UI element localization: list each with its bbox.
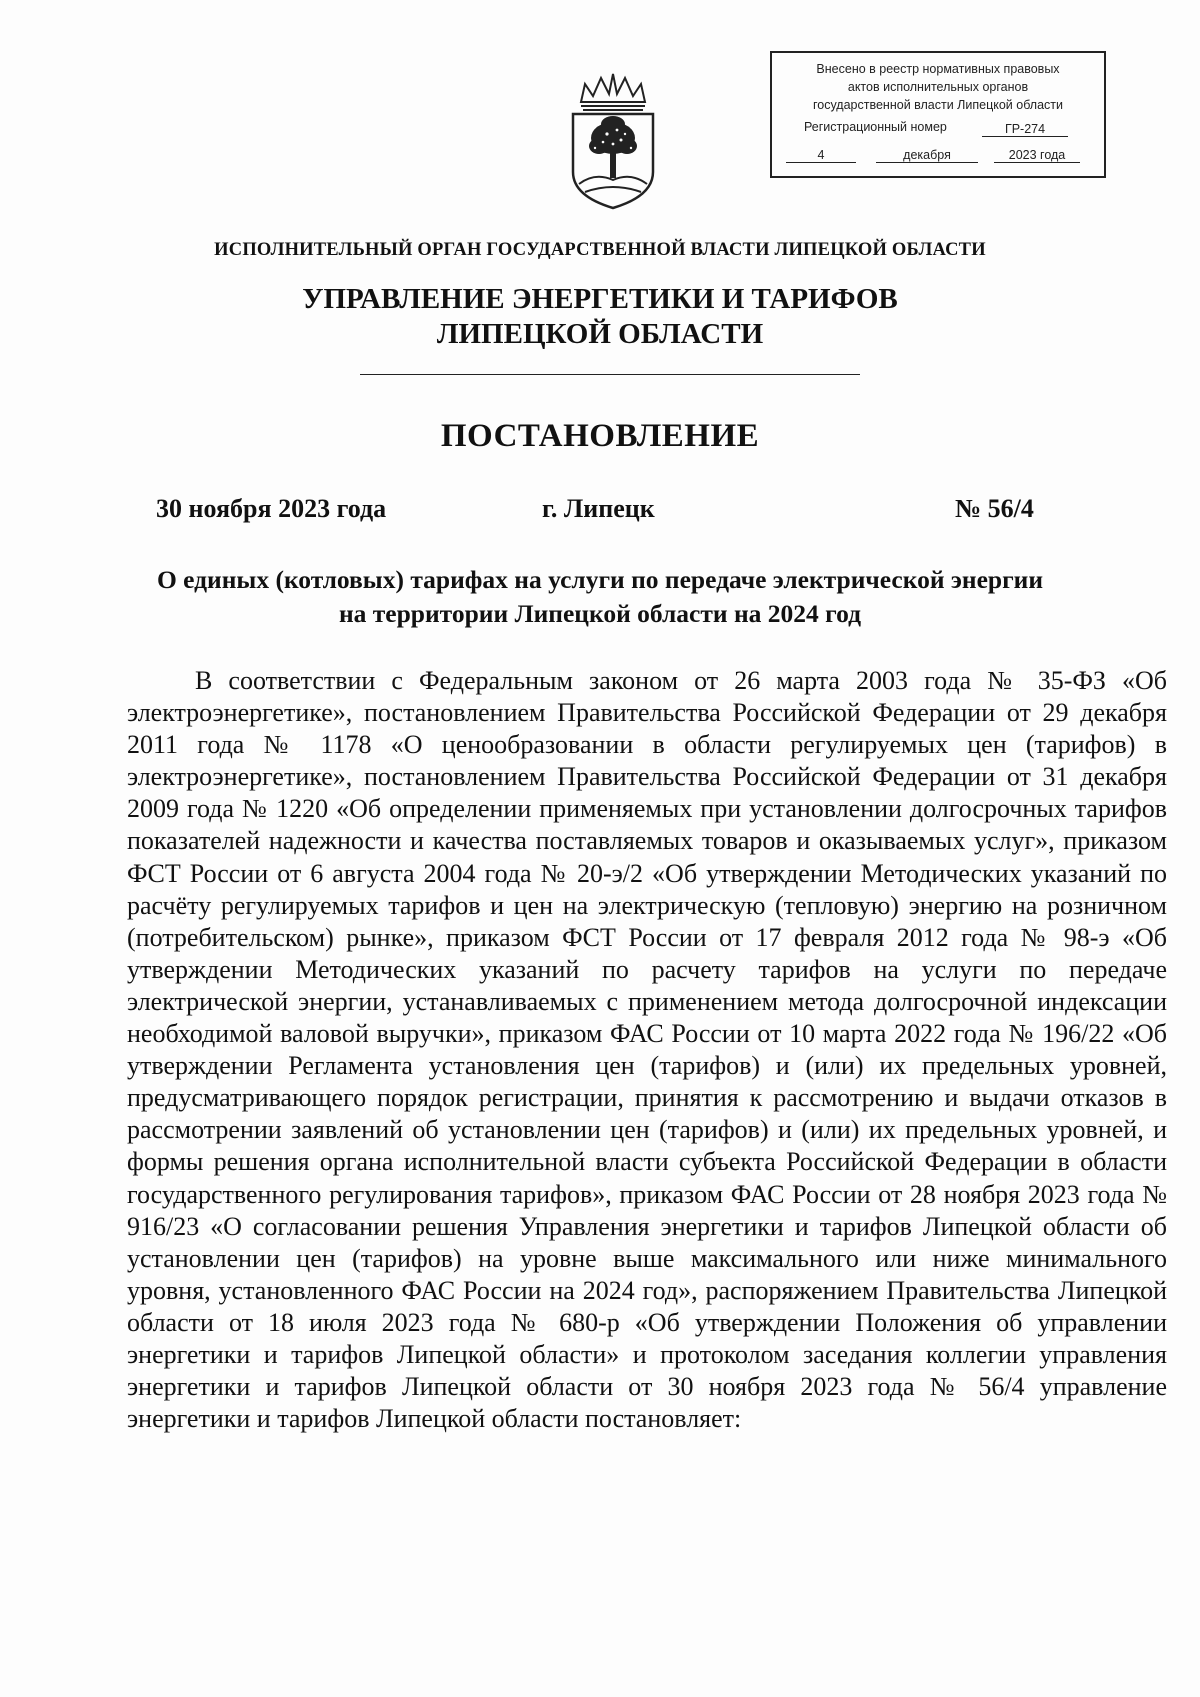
header-divider bbox=[360, 374, 860, 375]
subject-line-2: на территории Липецкой области на 2024 год bbox=[338, 599, 862, 628]
document-place: г. Липецк bbox=[542, 494, 655, 523]
department-name-line-2: ЛИПЕЦКОЙ ОБЛАСТИ bbox=[436, 318, 764, 350]
document-body-paragraph: В соответствии с Федеральным законом от 26 марта 2003 года № 35-ФЗ «Об электроэнергетике», постановлением Правительства Российской Федерации от 29 декабря 2011 года № 1178 «О ценообразовании в области регулируемых цен (тарифов) в электроэнергетике», постановлением Правительства Российской Федерации от 31 декабря 2009 года № 1220 «Об определении применяемых при установлении долгосрочных тарифов показателей надежности и качества поставляемых товаров и оказываемых услуг», приказом ФСТ России от 6 августа 2004 года № 20-э/2 «Об утверждении Методических указаний по расчёту регулируемых тарифов и цен на электрическую (тепловую) энергию на розничном (потребительском) рынке», приказом ФСТ России от 17 февраля 2012 года № 98-э «Об утверждении Методических указаний по расчету тарифов на услуги по передаче электрической энергии, устанавливаемых с применением метода долгосрочной индексации необходимой валовой выручки», приказом ФАС России от 10 марта 2022 года № 196/22 «Об утверждении Регламента установления цен (тарифов) и (или) их предельных уровней, предусматривающего порядок регистрации, принятия к рассмотрению и выдачи отказов в рассмотрении заявлений об установлении цен (тарифов) и (или) их предельных уровней, и формы решения органа исполнительной власти субъекта Российской Федерации в области государственного регулирования тарифов», приказом ФАС России от 28 ноября 2023 года № 916/23 «О согласовании решения Управления энергетики и тарифов Липецкой области об установлении цен (тарифов) на уровне выше максимального или ниже минимального уровня, установленного ФАС России на 2024 год», распоряжением Правительства Липецкой области от 18 июля 2023 года № 680-р «Об утверждении Положения об управлении энергетики и тарифов Липецкой области» и протоколом заседания коллегии управления энергетики и тарифов Липецкой области от 30 ноября 2023 года № 56/4 управление энергетики и тарифов Липецкой области постановляет: bbox=[127, 666, 1167, 1434]
registry-stamp bbox=[770, 51, 1106, 178]
stamp-month: декабря bbox=[876, 148, 978, 163]
stamp-line-1: Внесено в реестр нормативных правовых bbox=[816, 62, 1060, 76]
stamp-day: 4 bbox=[786, 148, 856, 163]
lipetsk-coat-of-arms-icon bbox=[565, 72, 661, 212]
department-name-line-1: УПРАВЛЕНИЕ ЭНЕРГЕТИКИ И ТАРИФОВ bbox=[302, 283, 898, 315]
organization-name: ИСПОЛНИТЕЛЬНЫЙ ОРГАН ГОСУДАРСТВЕННОЙ ВЛАСТИ ЛИПЕЦКОЙ ОБЛАСТИ bbox=[214, 240, 986, 260]
document-type-title: ПОСТАНОВЛЕНИЕ bbox=[440, 418, 760, 454]
document-number: № 56/4 bbox=[955, 494, 1034, 523]
subject-line-1: О единых (котловых) тарифах на услуги по передаче электрической энергии bbox=[156, 565, 1044, 594]
document-subject bbox=[0, 563, 1200, 631]
stamp-line-3: государственной власти Липецкой области bbox=[812, 98, 1064, 112]
stamp-reg-number: ГР-274 bbox=[982, 122, 1068, 137]
stamp-year: 2023 года bbox=[994, 148, 1080, 163]
document-date: 30 ноября 2023 года bbox=[156, 494, 387, 523]
stamp-reg-label: Регистрационный номер bbox=[804, 120, 947, 134]
stamp-line-2: актов исполнительных органов bbox=[847, 80, 1029, 94]
